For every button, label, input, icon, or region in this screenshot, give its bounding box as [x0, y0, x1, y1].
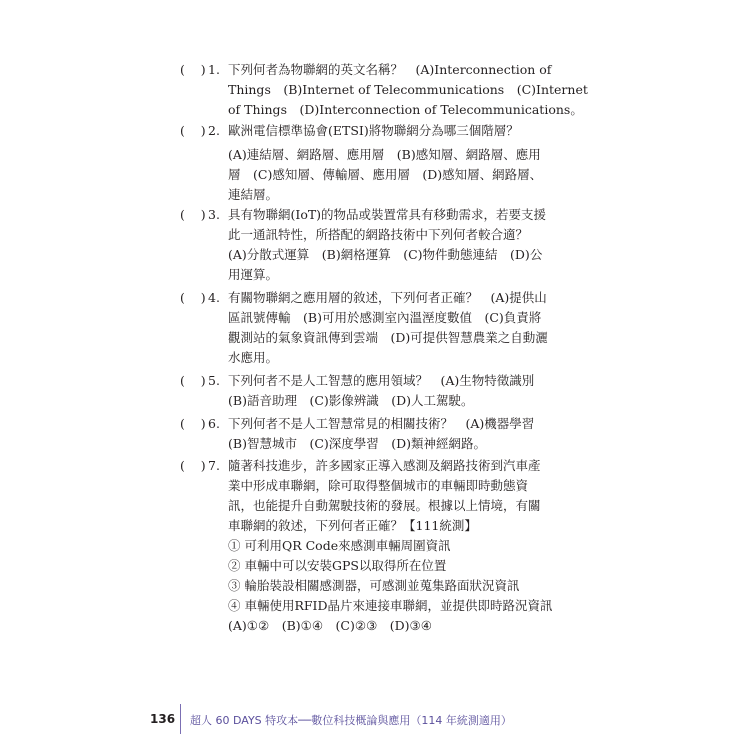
question-text — [228, 205, 574, 285]
question-text — [228, 414, 574, 454]
option-line: 層 (C)感知層、傳輸層、應用層 (D)感知層、網路層、 — [228, 167, 543, 182]
answer-blank: ( ) — [180, 416, 206, 431]
question-number: 3. — [208, 207, 220, 222]
answer-blank: ( ) — [180, 123, 206, 138]
question-number: 7. — [208, 458, 220, 473]
question-text — [228, 60, 588, 120]
question-line: 具有物聯網(IoT)的物品或裝置常具有移動需求，若要支援 — [228, 207, 547, 222]
statement-1: ① 可利用QR Code來感測車輛周圍資訊 — [228, 538, 451, 553]
question-line: 觀測站的氣象資訊傳到雲端 (D)可提供智慧農業之自動灑 — [228, 330, 548, 345]
statement-4: ④ 車輛使用RFID晶片來連接車聯網，並提供即時路況資訊 — [228, 598, 553, 613]
question-line: 訊，也能提升自動駕駛技術的發展。根據以上情境，有關 — [228, 498, 541, 513]
option-line: 連結層。 — [228, 187, 279, 202]
footer-divider — [180, 704, 181, 734]
question-line: 下列何者為物聯網的英文名稱？ (A)Interconnection of — [228, 62, 552, 77]
question-line: Things (B)Internet of Telecommunications (C)Internet — [228, 82, 588, 97]
question-number: 6. — [208, 416, 220, 431]
question-line: 下列何者不是人工智慧的應用領域？ (A)生物特徵識別 — [228, 373, 535, 388]
question-line: 下列何者不是人工智慧常見的相關技術？ (A)機器學習 — [228, 416, 535, 431]
question-text — [228, 371, 574, 411]
question-number: 5. — [208, 373, 220, 388]
question-line: of Things (D)Interconnection of Telecommunications。 — [228, 102, 583, 117]
page-number: 136 — [150, 712, 176, 726]
question-line: (B)語音助理 (C)影像辨識 (D)人工駕駛。 — [228, 393, 474, 408]
question-text — [228, 121, 574, 205]
option-line: (A)連結層、網路層、應用層 (B)感知層、網路層、應用 — [228, 147, 541, 162]
question-text — [228, 288, 574, 368]
question-line: (B)智慧城市 (C)深度學習 (D)類神經網路。 — [228, 436, 487, 451]
answer-blank: ( ) — [180, 290, 206, 305]
answer-blank: ( ) — [180, 458, 206, 473]
question-line: 隨著科技進步，許多國家正導入感測及網路技術到汽車產 — [228, 458, 541, 473]
answer-blank: ( ) — [180, 62, 206, 77]
answer-blank: ( ) — [180, 373, 206, 388]
question-line: 水應用。 — [228, 350, 279, 365]
question-number: 4. — [208, 290, 220, 305]
question-line: 車聯網的敘述，下列何者正確？【111統測】 — [228, 518, 477, 533]
question-text — [228, 456, 574, 636]
question-line: 用運算。 — [228, 267, 279, 282]
statement-3: ③ 輪胎裝設相關感測器，可感測並蒐集路面狀況資訊 — [228, 578, 520, 593]
statement-2: ② 車輛中可以安裝GPS以取得所在位置 — [228, 558, 447, 573]
answer-blank: ( ) — [180, 207, 206, 222]
book-title: 超人 60 DAYS 特攻本──數位科技概論與應用（114 年統測適用） — [190, 714, 512, 727]
question-number: 1. — [208, 62, 220, 77]
question-line: 歐洲電信標準協會(ETSI)將物聯網分為哪三個階層？ — [228, 123, 519, 138]
question-line: (A)分散式運算 (B)網格運算 (C)物件動態連結 (D)公 — [228, 247, 543, 262]
answer-options: (A)①② (B)①④ (C)②③ (D)③④ — [228, 618, 432, 633]
question-options — [228, 145, 574, 205]
question-line: 有關物聯網之應用層的敘述，下列何者正確？ (A)提供山 — [228, 290, 547, 305]
question-line: 區訊號傳輸 (B)可用於感測室內溫溼度數值 (C)負責將 — [228, 310, 542, 325]
question-line: 業中形成車聯網，除可取得整個城市的車輛即時動態資 — [228, 478, 529, 493]
question-line: 此一通訊特性，所搭配的網路技術中下列何者較合適？ — [228, 227, 529, 242]
question-number: 2. — [208, 123, 220, 138]
